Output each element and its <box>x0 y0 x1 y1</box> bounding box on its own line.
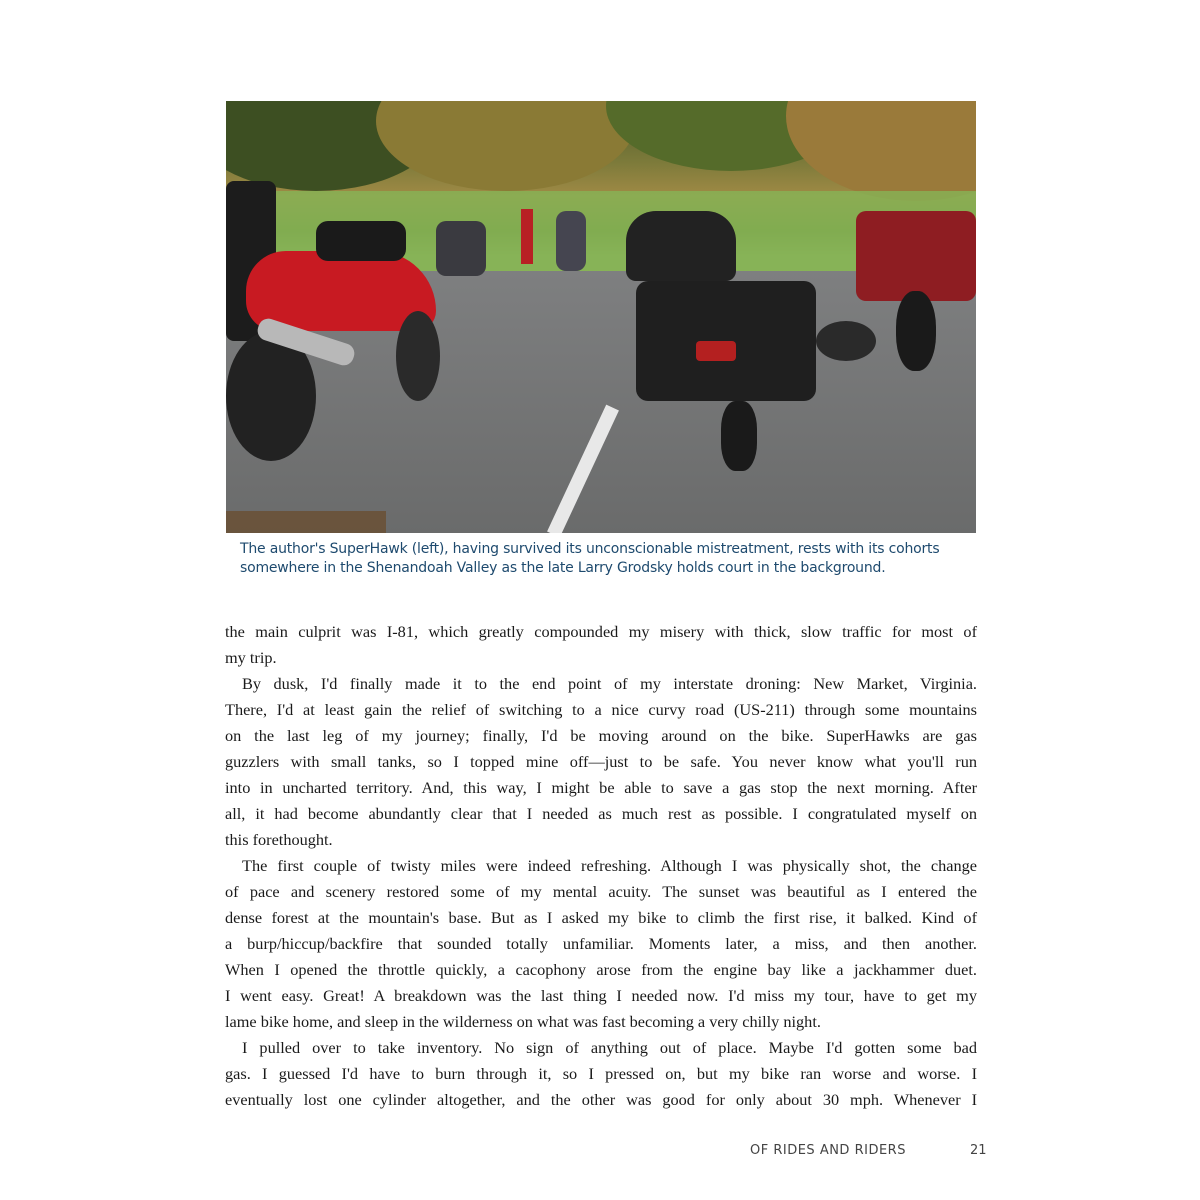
text-line: gas. I guessed I'd have to burn through it, so I pressed on, but my bike ran worse and worse. I <box>225 1064 977 1083</box>
text-line: my trip. <box>225 648 277 667</box>
body-text <box>225 619 977 1113</box>
text-line: There, I'd at least gain the relief of switching to a nice curvy road (US-211) through some mountains <box>225 700 977 719</box>
text-line: The first couple of twisty miles were indeed refreshing. Although I was physically shot, the change <box>242 856 977 875</box>
paragraph <box>225 671 977 853</box>
text-line: guzzlers with small tanks, so I topped mine off—just to be safe. You never know what you'll run <box>225 752 977 771</box>
text-line: I went easy. Great! A breakdown was the last thing I needed now. I'd miss my tour, have to get my <box>225 986 977 1005</box>
text-line: of pace and scenery restored some of my mental acuity. The sunset was beautiful as I entered the <box>225 882 977 901</box>
text-line: I pulled over to take inventory. No sign of anything out of place. Maybe I'd gotten some bad <box>242 1038 977 1057</box>
paragraph <box>225 1035 977 1113</box>
paragraph <box>225 853 977 1035</box>
text-line: lame bike home, and sleep in the wilderness on what was fast becoming a very chilly night. <box>225 1012 821 1031</box>
text-line: eventually lost one cylinder altogether, and the other was good for only about 30 mph. Whenever I <box>225 1090 977 1109</box>
text-line: into in uncharted territory. And, this way, I might be able to save a gas stop the next morning. After <box>225 778 977 797</box>
text-line: this forethought. <box>225 830 333 849</box>
text-line: By dusk, I'd finally made it to the end point of my interstate droning: New Market, Virginia. <box>242 674 977 693</box>
motorcycles-photo <box>226 101 976 533</box>
running-title: OF RIDES AND RIDERS <box>750 1143 906 1158</box>
paragraph <box>225 619 977 671</box>
text-line: all, it had become abundantly clear that I needed as much rest as possible. I congratulated myself on <box>225 804 977 823</box>
text-line: When I opened the throttle quickly, a cacophony arose from the engine bay like a jackhammer duet. <box>225 960 977 979</box>
figure-caption: The author's SuperHawk (left), having survived its unconscionable mistreatment, rests with its cohorts somewhere in the Shenandoah Valley as the late Larry Grodsky holds court in the background. <box>240 541 940 576</box>
text-line: dense forest at the mountain's base. But as I asked my bike to climb the first rise, it balked. Kind of <box>225 908 977 927</box>
text-line: a burp/hiccup/backfire that sounded totally unfamiliar. Moments later, a miss, and then another. <box>225 934 977 953</box>
text-line: the main culprit was I-81, which greatly compounded my misery with thick, slow traffic for most of <box>225 622 977 641</box>
text-line: on the last leg of my journey; finally, I'd be moving around on the bike. SuperHawks are gas <box>225 726 977 745</box>
page-number: 21 <box>970 1143 987 1158</box>
